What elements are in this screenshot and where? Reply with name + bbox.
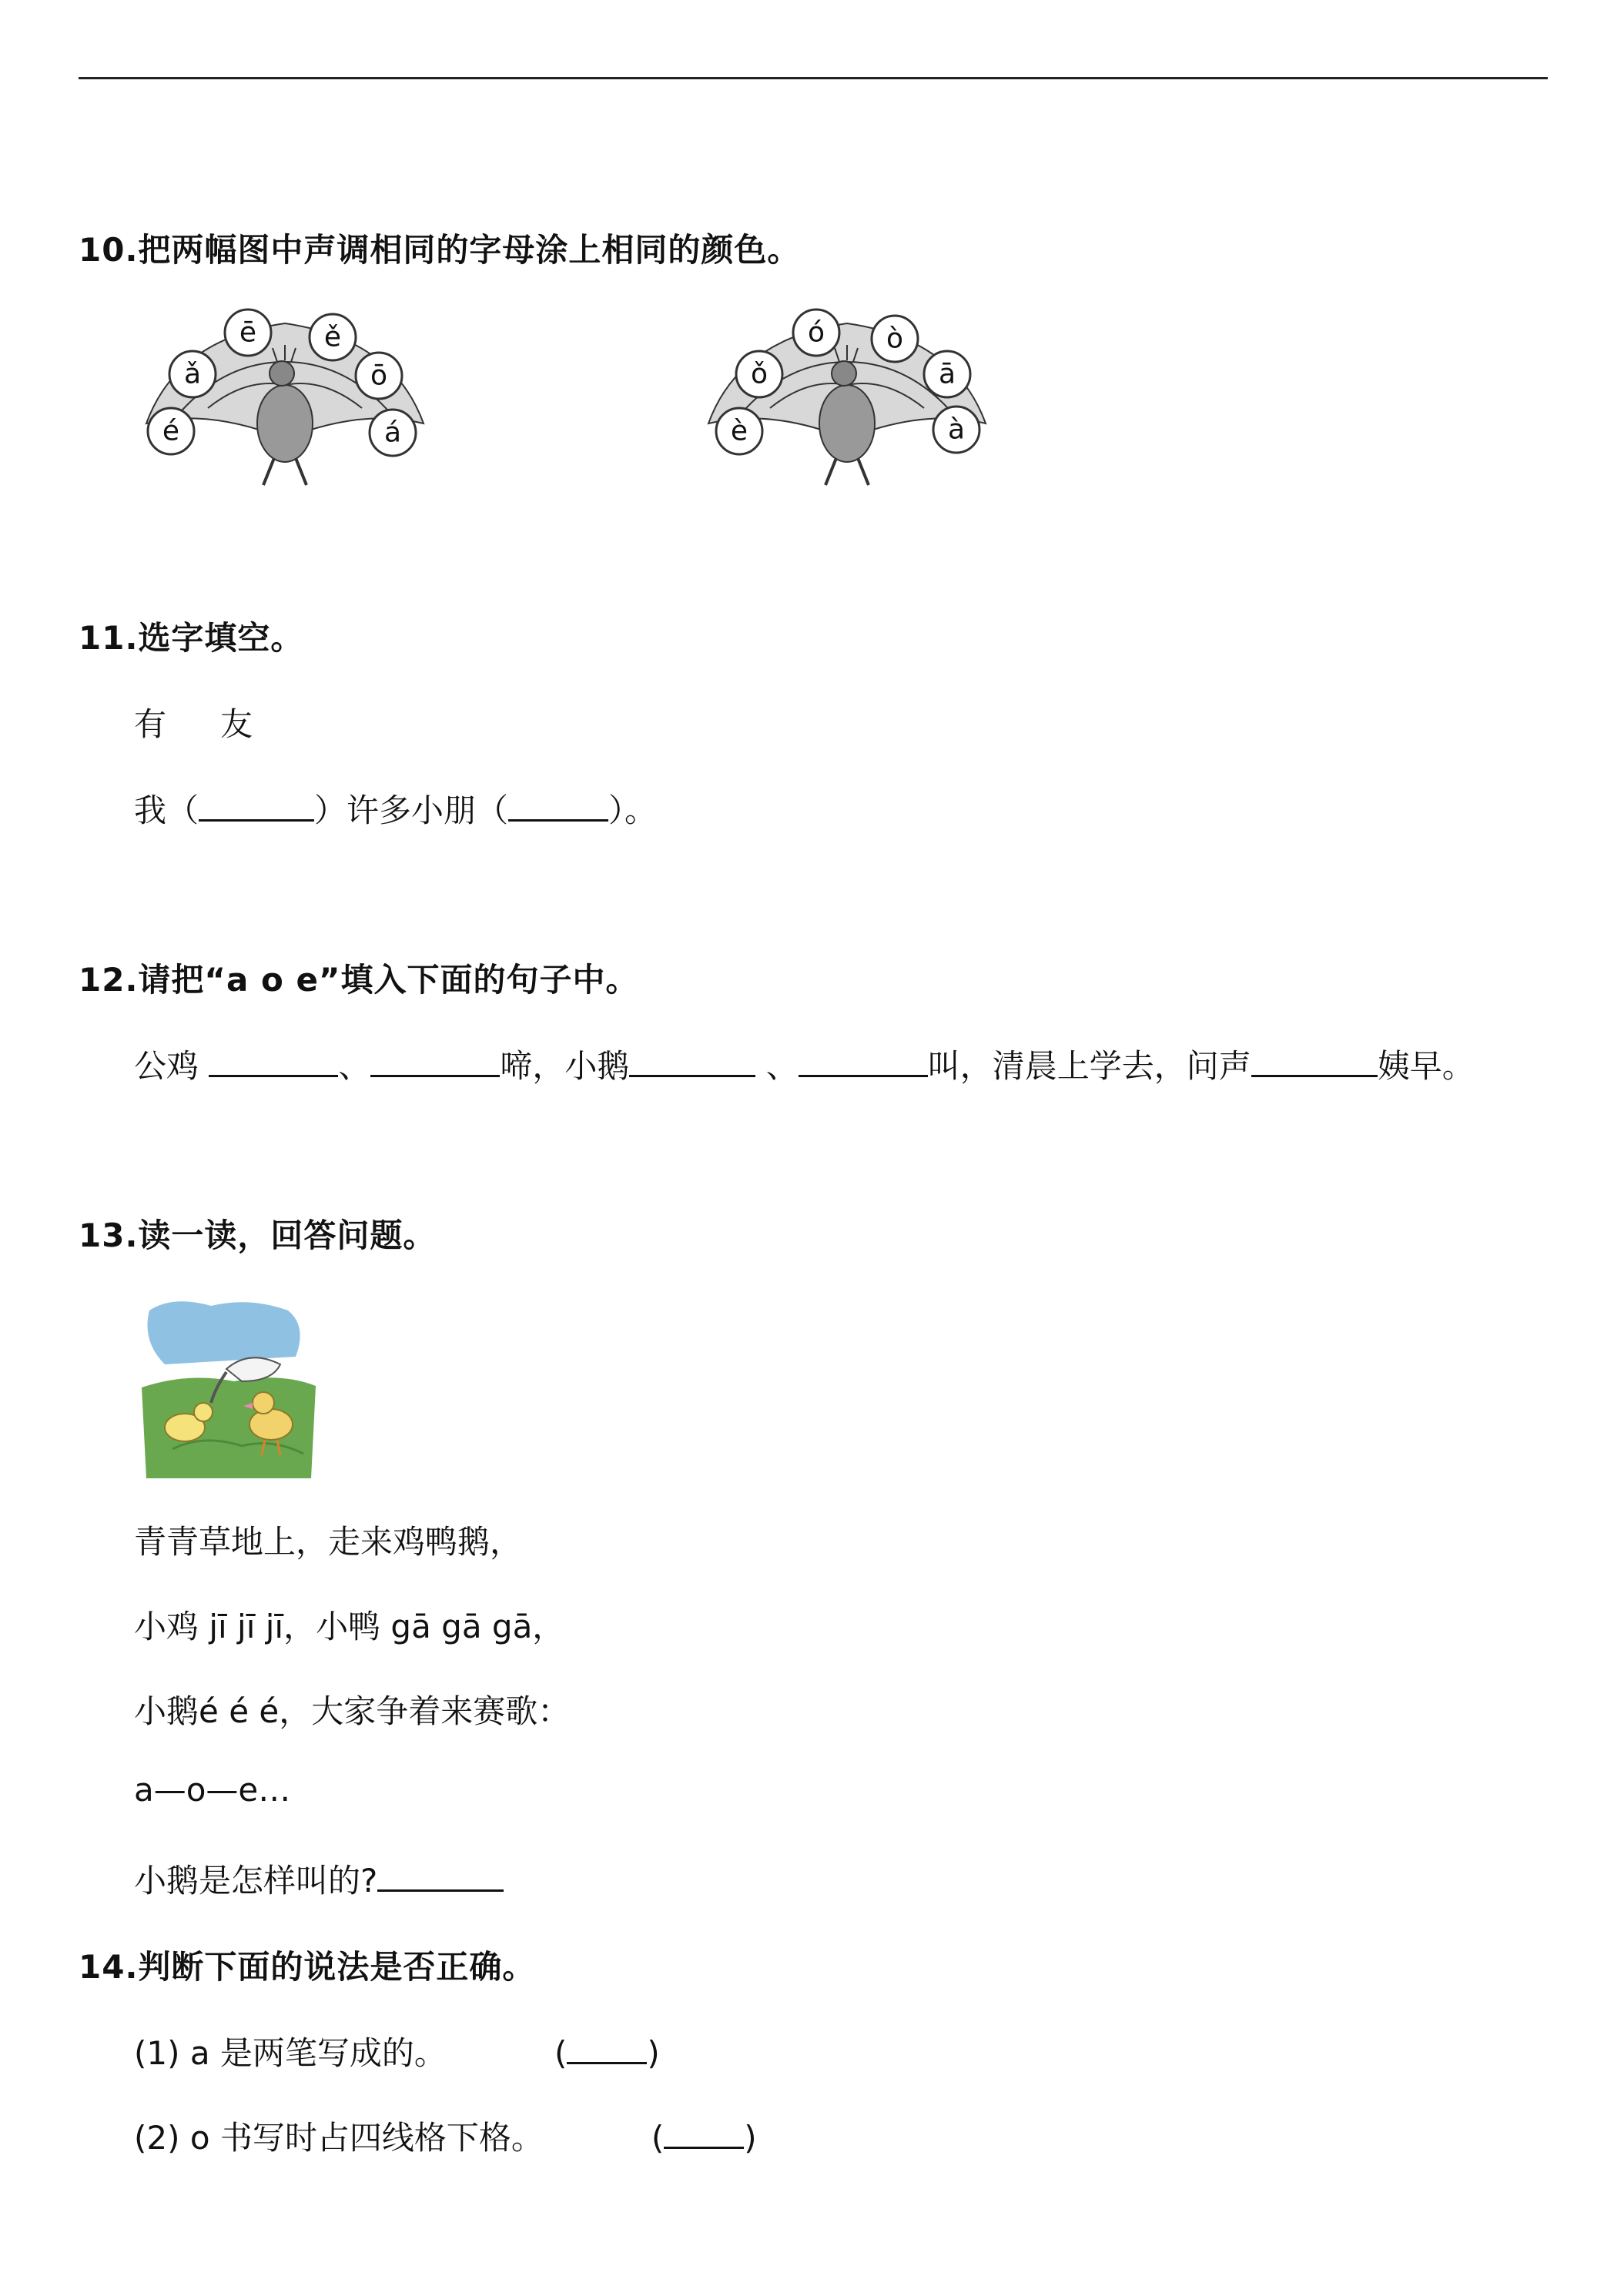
tone-letter: ě [323,321,342,353]
question-13-title: 13.读一读，回答问题。 [79,1217,437,1254]
sentence-part: 、 [755,1047,799,1085]
fill-sentence [134,1041,1475,1087]
tone-letter: é [162,415,180,447]
sentence-part: ）许多小朋（ [314,792,509,829]
peacock-left-illustration [131,293,454,493]
sentence-part: 叫，清晨上学去，问声 [927,1047,1251,1085]
bracket-close: ) [744,2119,757,2157]
answer-blank[interactable] [799,1044,928,1077]
bracket-open: ( [554,2034,568,2072]
tone-letter: ò [886,323,904,355]
tone-letter: ō [370,360,388,392]
tone-letter: ǒ [750,358,768,390]
question-11-title: 11.选字填空。 [79,619,304,657]
tone-letter: è [730,415,748,447]
question-14-title: 14.判断下面的说法是否正确。 [79,1948,536,1986]
question-12-title: 12.请把“a o e”填入下面的句子中。 [79,961,639,999]
goose-and-ducklings-illustration [142,1295,316,1478]
sentence-part: 我（ [134,792,199,829]
answer-blank[interactable] [567,2031,647,2064]
answer-blank[interactable] [508,788,608,822]
answer-blank[interactable] [629,1044,755,1077]
sentence-part: ）。 [608,792,658,829]
answer-blank[interactable] [370,1044,500,1077]
question-10-title: 10.把两幅图中声调相同的字母涂上相同的颜色。 [79,231,801,269]
judge-item [134,2113,757,2159]
poem-line: 小鹅é é é，大家争着来赛歌： [134,1692,571,1730]
tone-letter: ā [938,358,956,390]
bracket-open: ( [651,2119,665,2157]
header-rule [79,77,1548,79]
answer-blank[interactable] [199,788,314,822]
sentence-part: 姨早。 [1377,1047,1475,1085]
question-text: 小鹅是怎样叫的? [134,1862,378,1899]
tone-letter: ē [239,316,257,349]
word-option: 有 [134,705,167,743]
tone-letter: ó [807,316,825,349]
answer-blank[interactable] [377,1859,504,1892]
answer-blank[interactable] [664,2116,744,2149]
bracket-close: ) [647,2034,660,2072]
sentence-part: 公鸡 [134,1047,209,1085]
judge-statement: (1) a 是两笔写成的。 [134,2034,447,2072]
judge-statement: (2) o 书写时占四线格下格。 [134,2119,544,2157]
poem-line: a—o—e… [134,1771,291,1809]
peacock-right-illustration [693,293,1016,493]
tone-letter: à [947,413,966,446]
tone-letter: ǎ [183,358,202,390]
poem-line: 小鸡 jī jī jī，小鸭 gā gā gā， [134,1608,565,1645]
question-line [134,1856,504,1902]
sentence-part: 、 [338,1047,371,1085]
answer-blank[interactable] [1251,1044,1378,1077]
poem-line: 青青草地上，走来鸡鸭鹅， [134,1523,523,1561]
sentence-part: 啼，小鹅 [500,1047,630,1085]
word-options [134,699,306,745]
judge-item [134,2028,660,2074]
answer-blank[interactable] [209,1044,338,1077]
tone-letter: á [383,417,402,449]
word-option: 友 [220,705,253,743]
fill-sentence [134,785,657,832]
